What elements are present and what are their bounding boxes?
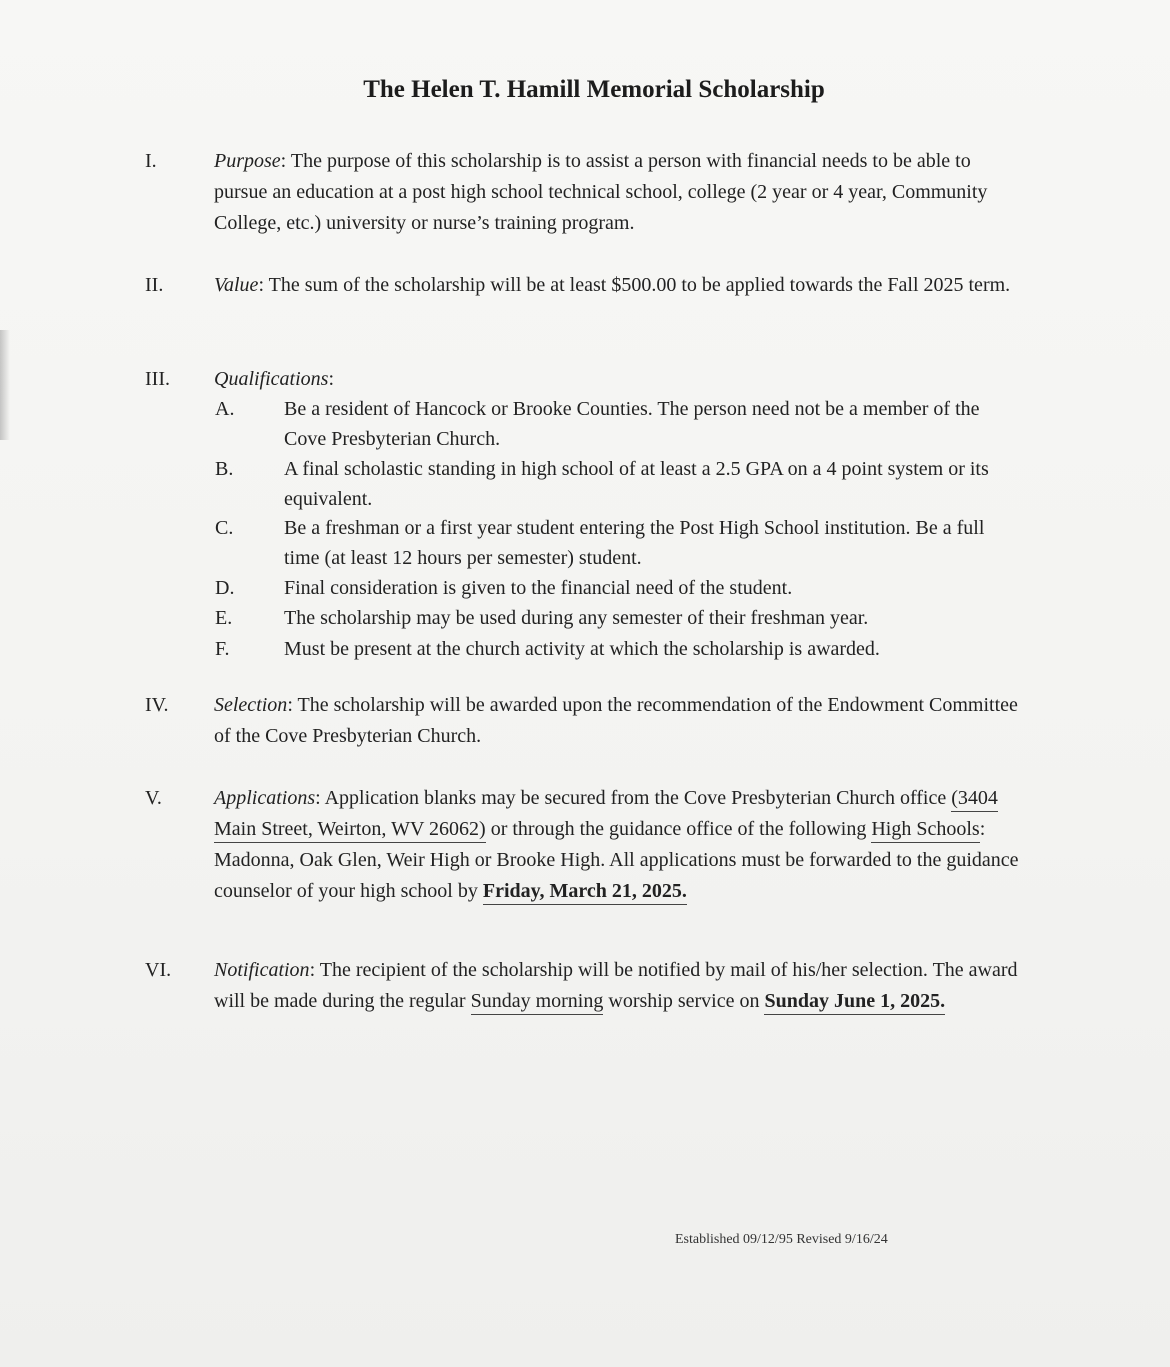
section-selection [145, 690, 1025, 752]
section-notification [145, 955, 1025, 1017]
section-numeral: VI. [145, 959, 172, 981]
section-qualifications [145, 364, 1025, 395]
item-letter: A. [215, 398, 235, 420]
section-body: Notification: The recipient of the scholarship will be notified by mail of his/her selection. The award will be made during the regular Sunday morning worship service on Sunday June 1, 2025. [214, 955, 1025, 1017]
section-value [145, 270, 1025, 301]
church-address: (3404 Main Street, Weirton, WV 26062) [214, 787, 998, 843]
item-text: Be a freshman or a first year student entering the Post High School institution. Be a full time (at least 12 hours per semester) student. [284, 517, 985, 569]
section-text: or through the guidance office of the following [490, 818, 867, 840]
section-body: Applications: Application blanks may be secured from the Cove Presbyterian Church office (3404 Main Street, Weirton, WV 26062) or through the guidance office of the following High Schools: Madonna, Oak Glen, Weir High or Brooke High. All applications must be forwarded to the guidance counselor of your high school by Friday, March 21, 2025. [214, 783, 1025, 907]
section-text: Application blanks may be secured from the Cove Presbyterian Church office [324, 787, 947, 809]
item-text: Must be present at the church activity at which the scholarship is awarded. [284, 638, 880, 660]
section-heading: Notification [214, 959, 310, 981]
qualification-item [215, 573, 1015, 603]
item-text: Final consideration is given to the financial need of the student. [284, 577, 793, 599]
item-text: A final scholastic standing in high school of at least a 2.5 GPA on a 4 point system or its equivalent. [284, 458, 989, 510]
page-edge-shadow [0, 330, 10, 440]
section-numeral: V. [145, 787, 162, 809]
service-time: Sunday morning [471, 990, 604, 1015]
section-heading: Selection [214, 694, 288, 716]
item-letter: B. [215, 458, 234, 480]
section-numeral: II. [145, 274, 164, 296]
qualification-item [215, 634, 1015, 664]
section-numeral: III. [145, 368, 170, 390]
section-text: The purpose of this scholarship is to assist a person with financial needs to be able to pursue an education at a post high school technical school, college (2 year or 4 year, Community College, etc.) university or nurse’s training program. [214, 150, 988, 234]
document-title: The Helen T. Hamill Memorial Scholarship [363, 76, 825, 103]
section-body: Value: The sum of the scholarship will be at least $500.00 to be applied towards the Fall 2025 term. [214, 274, 1011, 296]
qualification-item [215, 603, 1015, 633]
section-applications [145, 783, 1025, 907]
award-date: Sunday June 1, 2025. [764, 990, 945, 1015]
section-body: Purpose: The purpose of this scholarship is to assist a person with financial needs to be able to pursue an education at a post high school technical school, college (2 year or 4 year, Community College, etc.) university or nurse’s training program. [214, 150, 988, 234]
section-text: : Madonna, Oak Glen, Weir High or Brooke High. All applications must be forwarded to the guidance counselor of your high school by [214, 818, 1019, 902]
application-deadline: Friday, March 21, 2025. [483, 880, 687, 905]
section-numeral: IV. [145, 694, 169, 716]
qualification-item [215, 394, 1015, 454]
item-letter: D. [215, 577, 235, 599]
section-heading: Purpose [214, 150, 281, 172]
section-heading: Qualifications [214, 368, 329, 390]
item-letter: F. [215, 638, 230, 660]
revision-footer: Established 09/12/95 Revised 9/16/24 [675, 1232, 888, 1247]
section-text: worship service on [608, 990, 760, 1012]
section-body: Selection: The scholarship will be awarded upon the recommendation of the Endowment Committee of the Cove Presbyterian Church. [214, 694, 1018, 747]
section-body: Qualifications: [214, 368, 335, 390]
section-purpose [145, 146, 1025, 239]
section-text: The scholarship will be awarded upon the recommendation of the Endowment Committee of the Cove Presbyterian Church. [214, 694, 1018, 747]
item-text: The scholarship may be used during any semester of their freshman year. [284, 607, 869, 629]
item-letter: C. [215, 517, 234, 539]
qualification-item [215, 454, 1015, 514]
schools-label: High Schools [871, 818, 979, 843]
section-heading: Applications [214, 787, 316, 809]
item-text: Be a resident of Hancock or Brooke Counties. The person need not be a member of the Cove Presbyterian Church. [284, 398, 980, 450]
section-text: The sum of the scholarship will be at least $500.00 to be applied towards the Fall 2025 term. [268, 274, 1011, 296]
section-text: The recipient of the scholarship will be notified by mail of his/her selection. The award will be made during the regular [214, 959, 1018, 1012]
section-numeral: I. [145, 150, 157, 172]
qualification-item [215, 513, 1015, 573]
section-heading: Value [214, 274, 259, 296]
item-letter: E. [215, 607, 233, 629]
